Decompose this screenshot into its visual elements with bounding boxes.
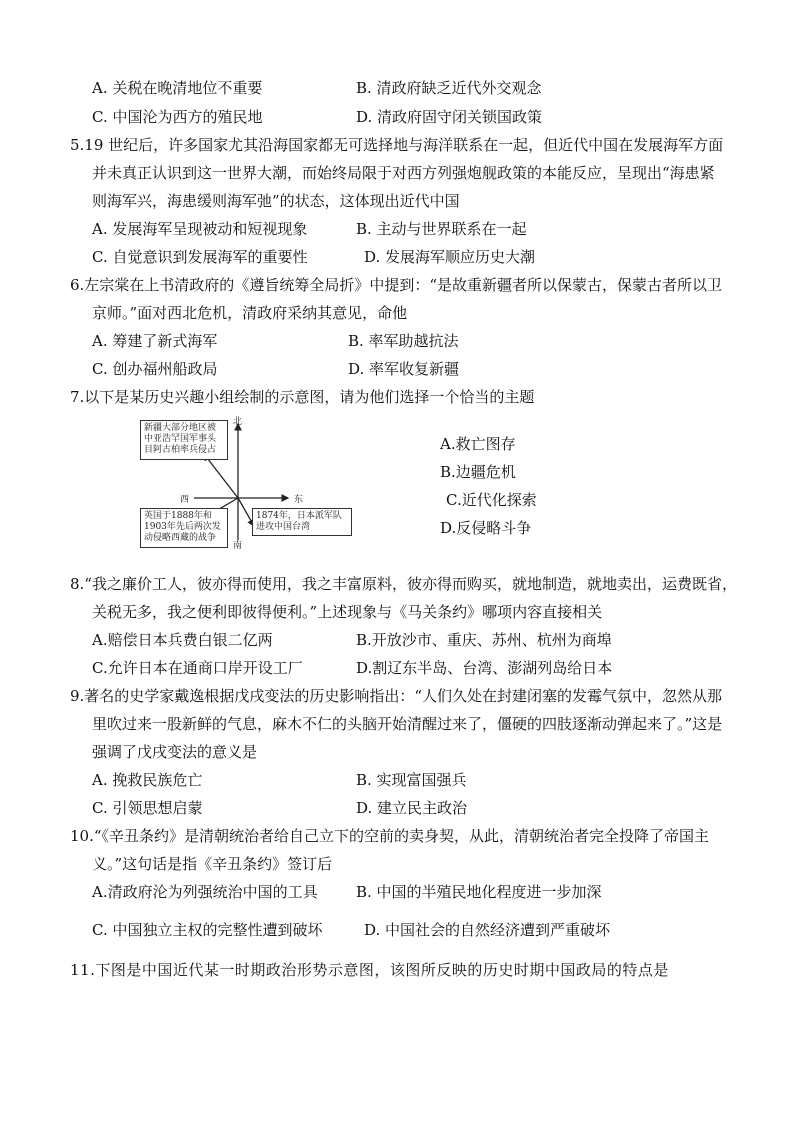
- q6-option-c[interactable]: C. 创办福州船政局: [92, 360, 218, 378]
- q4-option-b[interactable]: B. 清政府缺乏近代外交观念: [356, 79, 542, 97]
- northwest-arrow: [204, 454, 238, 498]
- q9-stem-line-3: 强调了戊戌变法的意义是: [92, 743, 258, 761]
- q9-stem-line-2: 里吹过来一股新鲜的气息，麻木不仁的头脑开始清醒过来了，僵硬的四肢逐渐动弹起来了。”这是: [92, 715, 723, 733]
- q8-option-d[interactable]: D.割辽东半岛、台湾、澎湖列岛给日本: [356, 659, 613, 677]
- q9-option-d[interactable]: D. 建立民主政治: [356, 799, 468, 817]
- box-tibet: 英国于1888年和1903年先后两次发动侵略西藏的战争: [140, 508, 228, 548]
- q7-option-c[interactable]: C.近代化探索: [446, 491, 537, 509]
- q5-option-d[interactable]: D. 发展海军顺应历史大潮: [364, 248, 536, 266]
- q4-option-c[interactable]: C. 中国沦为西方的殖民地: [92, 108, 263, 126]
- q10-option-b[interactable]: B. 中国的半殖民地化程度进一步加深: [356, 883, 602, 901]
- q7-stem-line-1: 7.以下是某历史兴趣小组绘制的示意图，请为他们选择一个恰当的主题: [70, 388, 535, 406]
- q6-option-a[interactable]: A. 筹建了新式海军: [92, 332, 218, 350]
- q6-option-b[interactable]: B. 率军助越抗法: [348, 332, 459, 350]
- q10-option-c[interactable]: C. 中国独立主权的完整性遭到破坏: [92, 921, 323, 939]
- q8-option-c[interactable]: C.允许日本在通商口岸开设工厂: [92, 659, 303, 677]
- q4-option-a[interactable]: A. 关税在晚清地位不重要: [92, 79, 263, 97]
- q9-stem-line-1: 9.著名的史学家戴逸根据戊戌变法的历史影响指出：“人们久处在封建闭塞的发霉气氛中，忽然从那: [70, 687, 722, 705]
- q5-option-a[interactable]: A. 发展海军呈现被动和短视现象: [92, 220, 308, 238]
- label-south: 南: [233, 541, 243, 551]
- q5-stem-line-3: 则海军兴，海患缓则海军弛”的状态，这体现出近代中国: [92, 192, 460, 210]
- q5-stem-line-1: 5.19 世纪后，许多国家尤其沿海国家都无可选择地与海洋联系在一起，但近代中国在发展海军方面: [70, 136, 724, 154]
- q5-option-c[interactable]: C. 自觉意识到发展海军的重要性: [92, 248, 308, 266]
- q9-option-c[interactable]: C. 引领思想启蒙: [92, 799, 203, 817]
- q8-option-a[interactable]: A.赔偿日本兵费白银二亿两: [92, 631, 273, 649]
- q11-stem-line-1: 11.下图是中国近代某一时期政治形势示意图，该图所反映的历史时期中国政局的特点是: [70, 961, 669, 979]
- q5-stem-line-2: 并未真正认识到这一世界大潮，而始终局限于对西方列强炮舰政策的本能反应，呈现出“海患紧: [92, 164, 715, 182]
- q7-option-d[interactable]: D.反侵略斗争: [440, 519, 532, 537]
- q9-option-a[interactable]: A. 挽救民族危亡: [92, 771, 203, 789]
- box-taiwan: 1874年，日本派军队进攻中国台湾: [252, 508, 352, 536]
- q10-stem-line-1: 10.“《辛丑条约》是清朝统治者给自己立下的空前的卖身契，从此，清朝统治者完全投降了帝国主: [70, 827, 710, 845]
- q6-stem-line-1: 6.左宗棠在上书清政府的《遵旨统筹全局折》中提到：“是故重新疆者所以保蒙古，保蒙古者所以卫: [70, 276, 722, 294]
- q8-option-b[interactable]: B.开放沙市、重庆、苏州、杭州为商埠: [356, 631, 612, 649]
- q9-option-b[interactable]: B. 实现富国强兵: [356, 771, 467, 789]
- q10-option-a[interactable]: A.清政府沦为列强统治中国的工具: [92, 883, 318, 901]
- q5-option-b[interactable]: B. 主动与世界联系在一起: [356, 220, 527, 238]
- q7-option-b[interactable]: B.边疆危机: [440, 463, 516, 481]
- q8-stem-line-2: 关税无多，我之便利即彼得便利。”上述现象与《马关条约》哪项内容直接相关: [92, 603, 603, 621]
- border-crisis-diagram: [138, 414, 368, 550]
- q8-stem-line-1: 8.“我之廉价工人，彼亦得而使用，我之丰富原料，彼亦得而购买，就地制造，就地卖出，运费既省，: [70, 575, 737, 593]
- q4-option-d[interactable]: D. 清政府固守闭关锁国政策: [356, 108, 543, 126]
- label-west: 西: [180, 495, 190, 505]
- q10-option-d[interactable]: D. 中国社会的自然经济遭到严重破坏: [364, 921, 611, 939]
- label-north: 北: [233, 417, 243, 427]
- q10-stem-line-2: 义。”这句话是指《辛丑条约》签订后: [92, 855, 333, 873]
- q6-stem-line-2: 京师。”面对西北危机，清政府采纳其意见，命他: [92, 304, 408, 322]
- label-east: 东: [294, 495, 304, 505]
- q7-option-a[interactable]: A.救亡图存: [440, 435, 516, 453]
- box-xinjiang: 新疆大部分地区被中亚浩罕国军事头目阿古柏率兵侵占: [140, 420, 228, 460]
- q6-option-d[interactable]: D. 率军收复新疆: [348, 360, 460, 378]
